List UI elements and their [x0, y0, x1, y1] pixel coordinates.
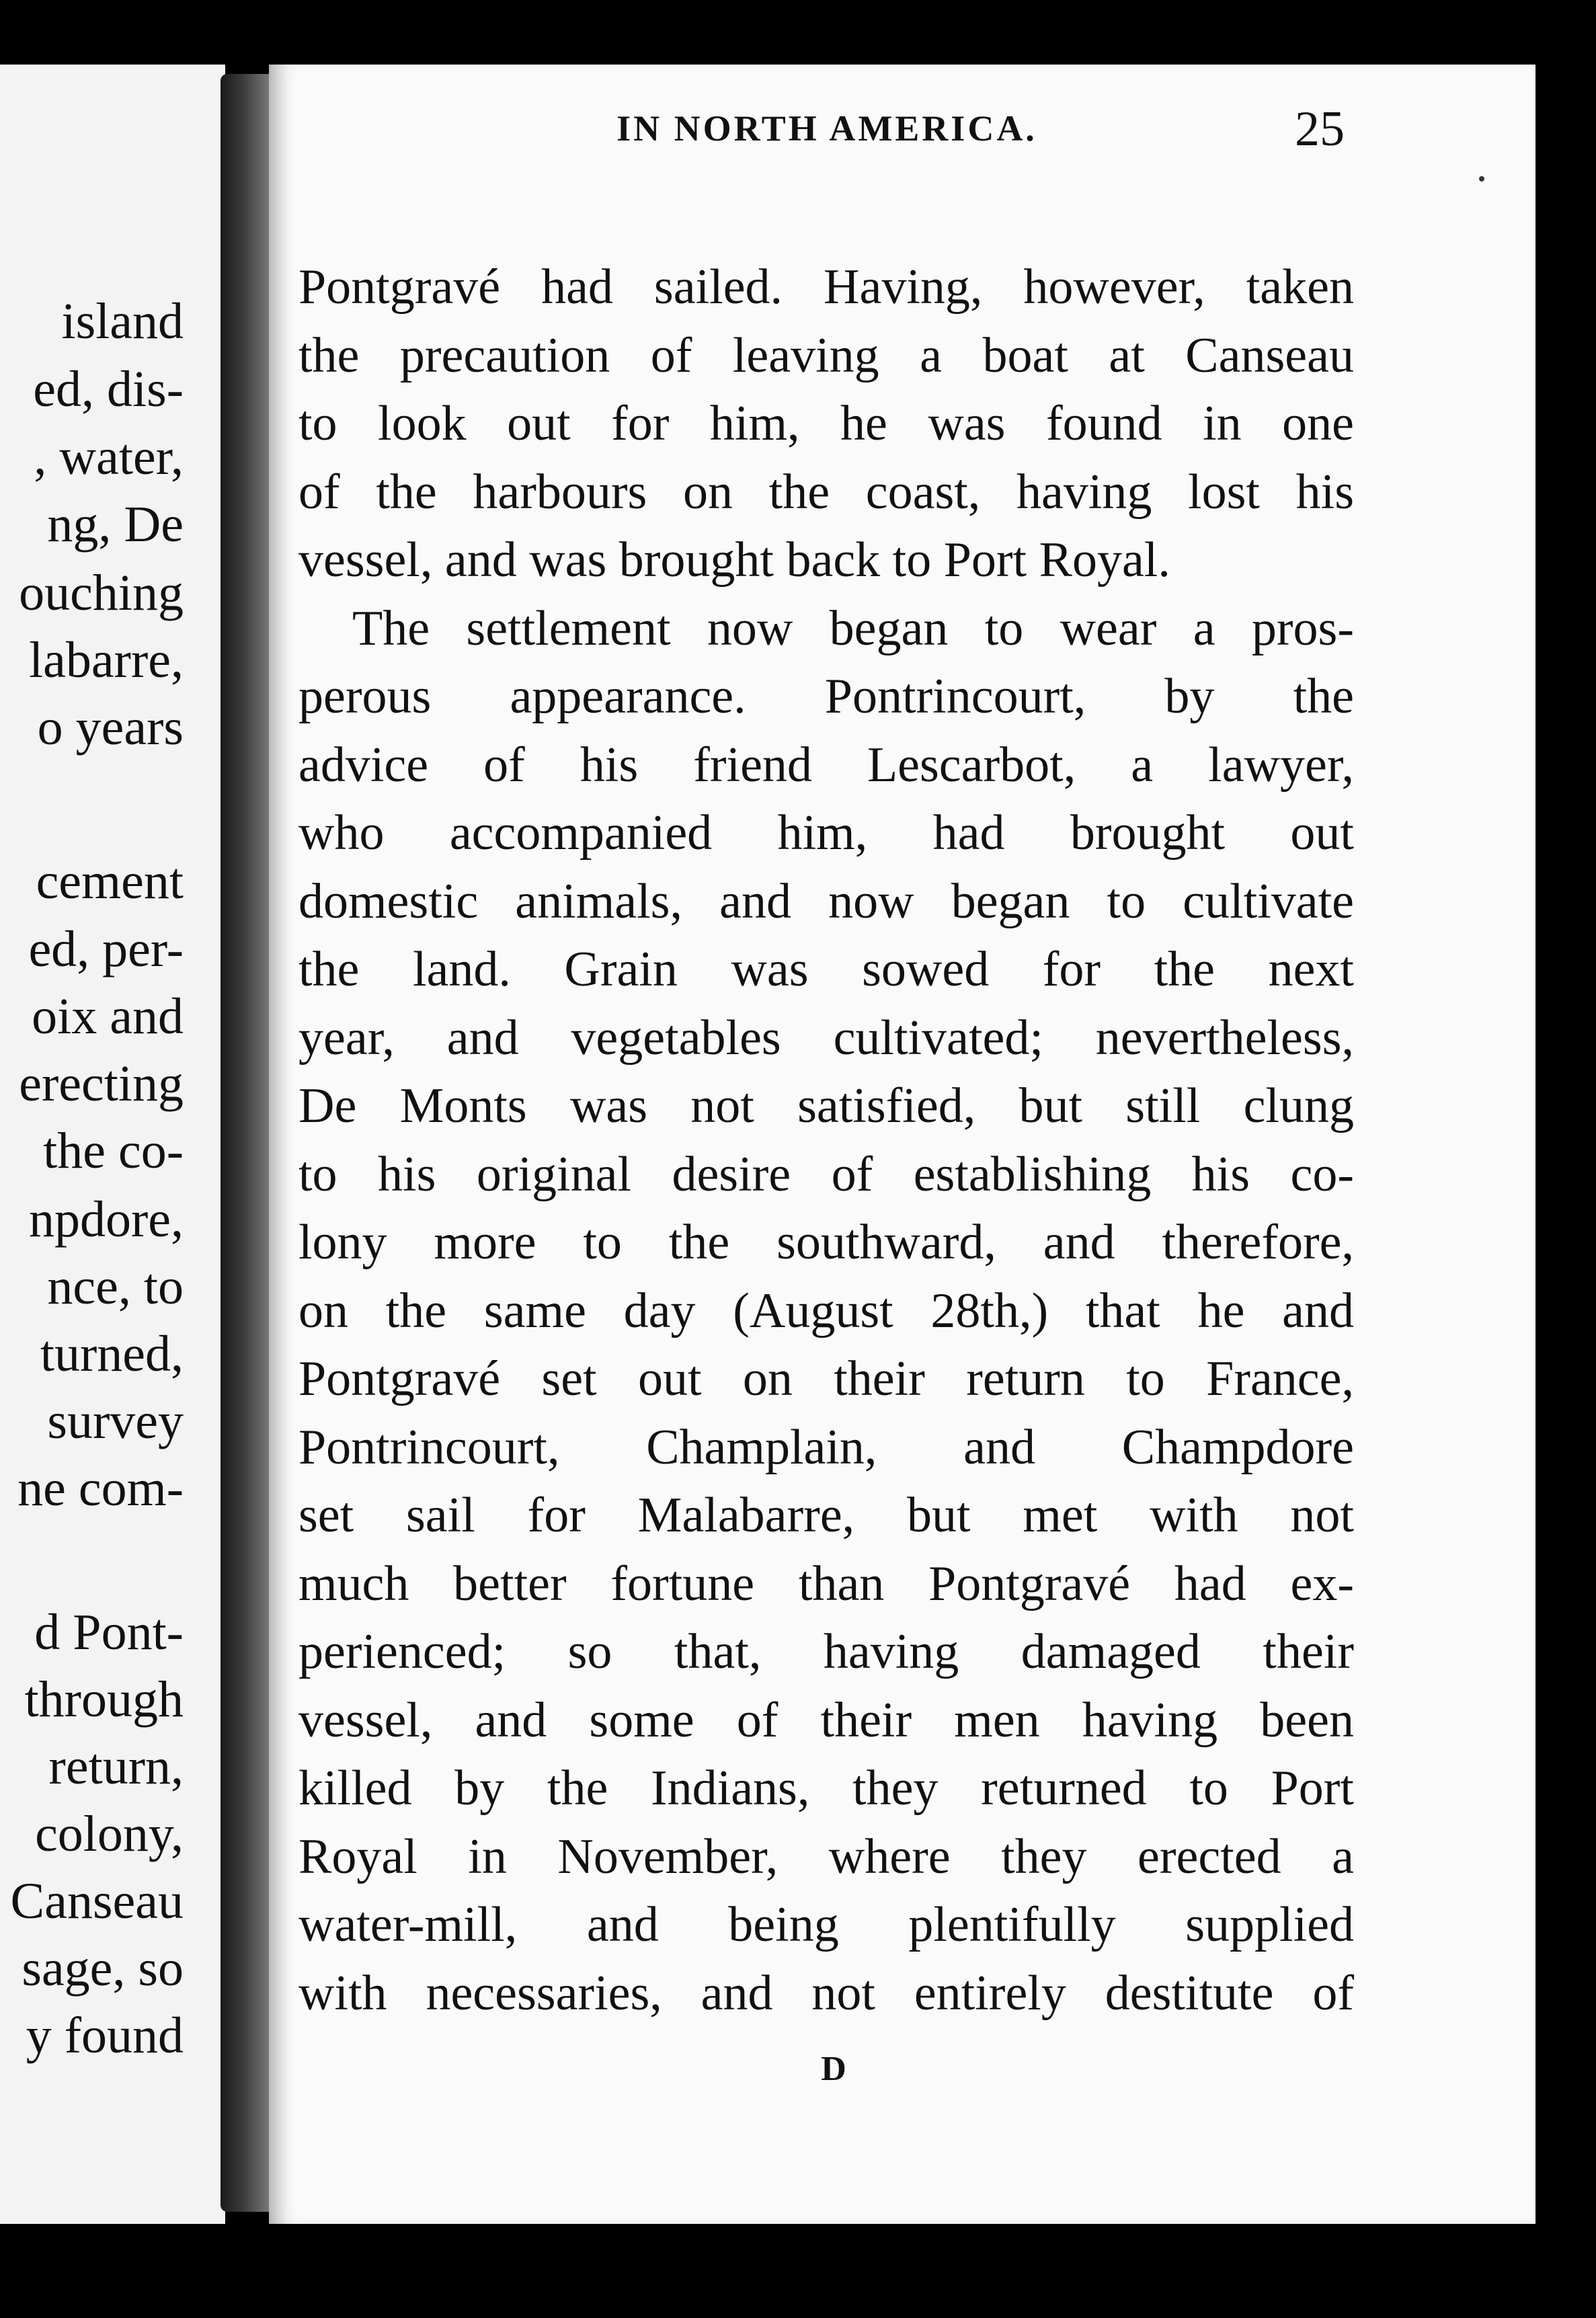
facing-page-line: cement	[36, 853, 184, 910]
text-line: set sail for Malabarre, but met with not	[298, 1488, 1354, 1543]
text-line: perous appearance. Pontrincourt, by the	[298, 669, 1354, 724]
text-line: killed by the Indians, they returned to Port	[298, 1761, 1354, 1816]
facing-page-line: ed, dis-	[33, 361, 184, 417]
facing-page-line: npdore,	[28, 1191, 184, 1248]
text-line: Pontgravé set out on their return to France,	[298, 1351, 1354, 1406]
facing-page-line: d Pont-	[34, 1604, 184, 1661]
text-line: Royal in November, where they erected a	[298, 1829, 1354, 1884]
facing-page-line: y found	[26, 2007, 184, 2064]
text-line: of the harbours on the coast, having lost his	[298, 465, 1354, 520]
facing-page-line: colony,	[35, 1806, 184, 1862]
facing-page-line: turned,	[40, 1326, 184, 1382]
text-line: De Monts was not satisfied, but still clung	[298, 1078, 1354, 1133]
facing-page-line: nce, to	[47, 1258, 184, 1315]
facing-page-line: erecting	[19, 1055, 184, 1112]
text-line: to his original desire of establishing his co-	[298, 1147, 1354, 1202]
facing-page-line: ne com-	[17, 1460, 184, 1517]
text-line: who accompanied him, had brought out	[298, 805, 1354, 861]
facing-page-line: labarre,	[29, 632, 184, 688]
facing-page-line: return,	[48, 1738, 184, 1795]
running-title: IN NORTH AMERICA.	[616, 108, 1037, 149]
text-line: year, and vegetables cultivated; nevertheless,	[298, 1010, 1354, 1066]
facing-page-line: o years	[37, 699, 184, 756]
text-line: The settlement now began to wear a pros-	[352, 601, 1354, 656]
text-line: perienced; so that, having damaged their	[298, 1624, 1354, 1679]
text-line: Pontrincourt, Champlain, and Champdore	[298, 1420, 1354, 1475]
text-line: domestic animals, and now began to cultivate	[298, 874, 1354, 929]
facing-page-line: the co-	[43, 1123, 184, 1179]
facing-page-line: ng, De	[47, 496, 184, 553]
text-line: on the same day (August 28th,) that he and	[298, 1283, 1354, 1338]
facing-page-line: ed, per-	[28, 921, 184, 977]
text-line: lony more to the southward, and therefore,	[298, 1215, 1354, 1270]
facing-page-line: sage, so	[22, 1940, 184, 1997]
running-head	[309, 101, 1345, 155]
facing-page-line: through	[24, 1671, 184, 1728]
text-line: vessel, and some of their men having been	[298, 1693, 1354, 1748]
ink-speck	[1479, 176, 1484, 182]
facing-page-line: ouching	[19, 565, 184, 621]
facing-page	[0, 65, 225, 2224]
facing-page-line: island	[61, 293, 184, 350]
page-number: 25	[1295, 102, 1345, 157]
facing-page-line: , water,	[34, 429, 184, 485]
text-line: much better fortune than Pontgravé had ex-	[298, 1556, 1354, 1611]
text-line: to look out for him, he was found in one	[298, 396, 1354, 451]
text-line: the land. Grain was sowed for the next	[298, 942, 1354, 997]
facing-page-line: survey	[47, 1393, 184, 1449]
facing-page-line: Canseau	[10, 1873, 184, 1929]
text-line: water-mill, and being plentifully supplied	[298, 1897, 1354, 1952]
signature-mark: D	[821, 2050, 846, 2088]
text-line: advice of his friend Lescarbot, a lawyer,	[298, 737, 1354, 793]
facing-page-line: oix and	[32, 988, 184, 1045]
text-line: Pontgravé had sailed. Having, however, taken	[298, 259, 1354, 315]
text-line: the precaution of leaving a boat at Canseau	[298, 328, 1354, 383]
text-line: vessel, and was brought back to Port Royal.	[298, 532, 1170, 588]
text-line: with necessaries, and not entirely destitute of	[298, 1966, 1354, 2021]
